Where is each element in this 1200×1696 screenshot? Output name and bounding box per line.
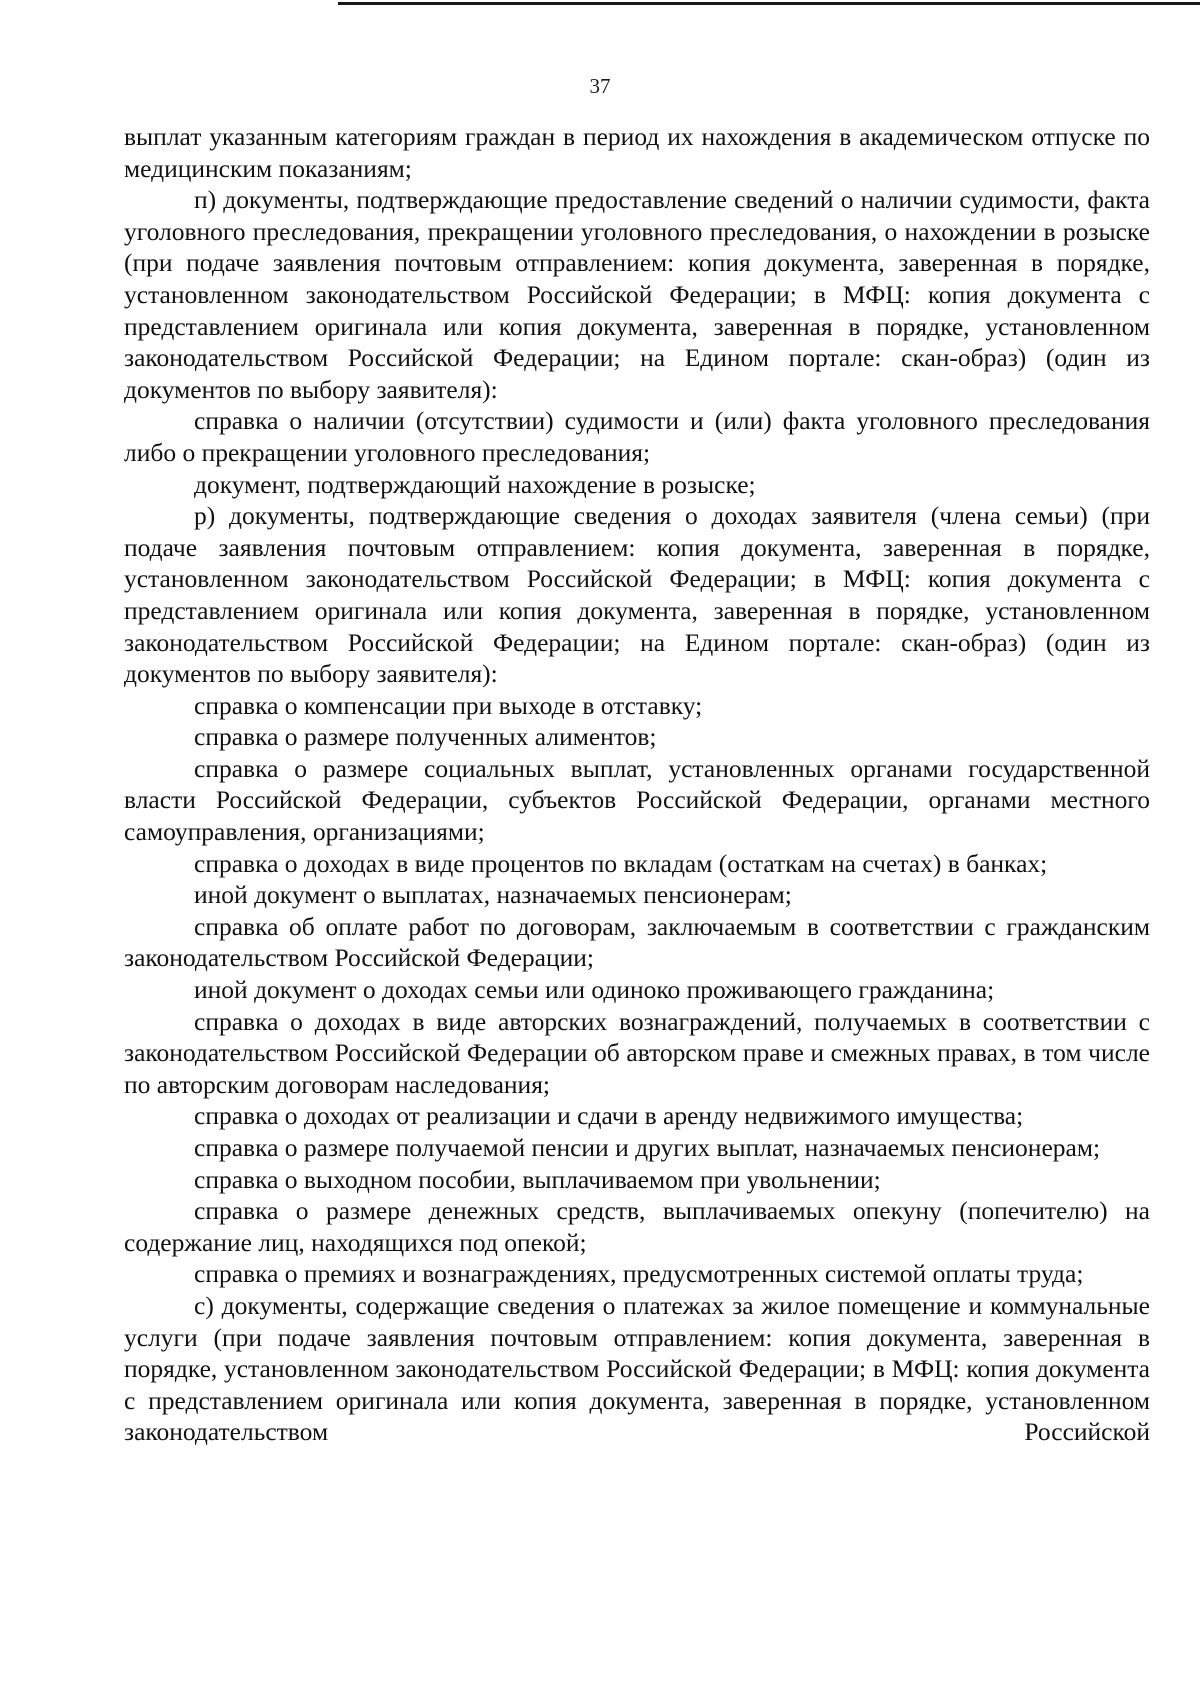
paragraph: документ, подтверждающий нахождение в розыске; [194,469,756,499]
paragraph-continued: с) документы, содержащие сведения о платежах за жилое помещение и коммунальные услуги (при подаче заявления почтовым отправлением: копия документа, заверенная в порядке, установленном законодательством Российской Федерации; в МФЦ: копия документа с представлением оригинала или копия документа, заверенная в порядке, установленном законодательством Российской [124,1290,1150,1447]
page-number: 37 [589,74,611,98]
paragraph: справка о компенсации при выходе в отставку; [194,690,703,720]
document-body [124,121,1150,1448]
paragraph: справка об оплате работ по договорам, заключаемым в соответствии с гражданским законодательством Российской Федерации; [124,911,1150,973]
paragraph: справка о доходах в виде процентов по вкладам (остаткам на счетах) в банках; [194,848,1048,878]
paragraph: справка о размере полученных алиментов; [194,722,657,752]
paragraph: п) документы, подтверждающие предоставление сведений о наличии судимости, факта уголовного преследования, прекращении уголовного преследования, о нахождении в розыске (при подаче заявления почтовым отправлением: копия документа, заверенная в порядке, установленном законодательством Российской Федерации; в МФЦ: копия документа с представлением оригинала или копия документа, заверенная в порядке, установленном законодательством Российской Федерации; на Едином портале: скан-образ) (один из документов по выбору заявителя): [124,185,1150,404]
paragraph: справка о размере социальных выплат, установленных органами государственной власти Российской Федерации, субъектов Российской Федерации, органами местного самоуправления, организациями; [124,753,1150,847]
paragraph: справка о размере получаемой пенсии и других выплат, назначаемых пенсионерам; [194,1133,1101,1162]
paragraph: иной документ о выплатах, назначаемых пенсионерам; [194,880,792,910]
top-rule [338,2,1200,5]
paragraph: выплат указанным категориям граждан в период их нахождения в академическом отпуске по медицинским показаниям; [124,122,1150,183]
paragraph: справка о выходном пособии, выплачиваемом при увольнении; [194,1164,881,1194]
paragraph: справка о размере денежных средств, выплачиваемых опекуну (попечителю) на содержание лиц, находящихся под опекой; [124,1196,1150,1257]
paragraph: справка о доходах в виде авторских вознаграждений, получаемых в соответствии с законодательством Российской Федерации об авторском праве и смежных правах, в том числе по авторским договорам наследования; [124,1006,1150,1099]
paragraph: справка о доходах от реализации и сдачи в аренду недвижимого имущества; [194,1101,1024,1131]
paragraph: справка о премиях и вознаграждениях, предусмотренных системой оплаты труда; [194,1259,1084,1289]
paragraph: иной документ о доходах семьи или одиноко проживающего гражданина; [194,975,995,1005]
paragraph: справка о наличии (отсутствии) судимости и (или) факта уголовного преследования либо о прекращении уголовного преследования; [124,406,1150,467]
paragraph: р) документы, подтверждающие сведения о доходах заявителя (члена семьи) (при подаче заявления почтовым отправлением: копия документа, заверенная в порядке, установленном законодательством Российской Федерации; в МФЦ: копия документа с представлением оригинала или копия документа, заверенная в порядке, установленном законодательством Российской Федерации; на Едином портале: скан-образ) (один из документов по выбору заявителя): [124,501,1150,689]
